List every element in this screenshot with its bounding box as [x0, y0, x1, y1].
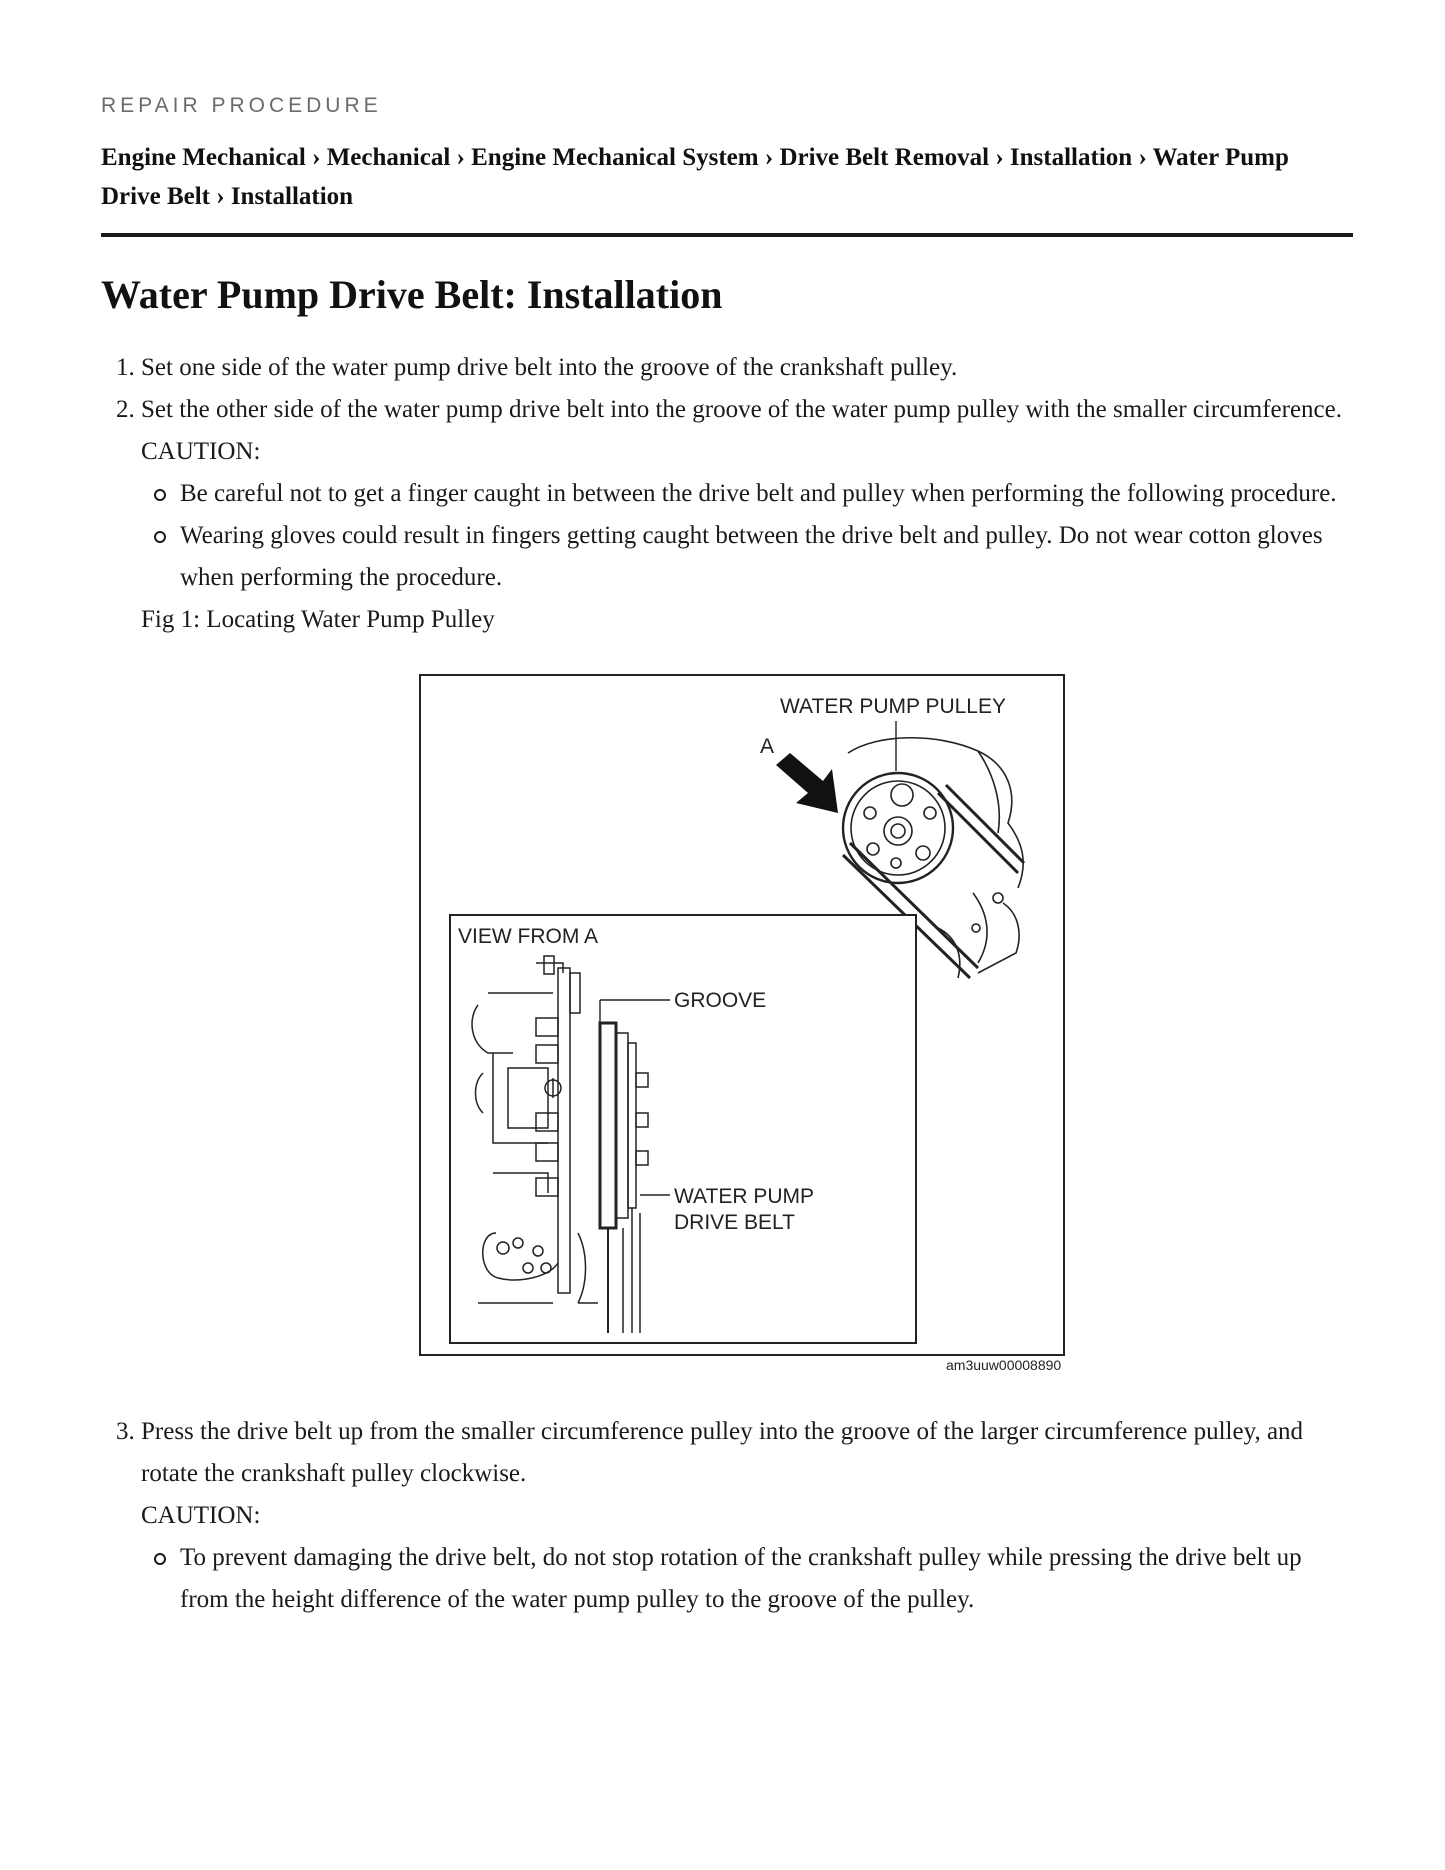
step-1 [141, 347, 1353, 389]
breadcrumb-separator: › [764, 144, 780, 171]
breadcrumb-item: Engine Mechanical [101, 144, 306, 171]
figure-image-id: am3uuw00008890 [946, 1357, 1062, 1373]
step-3 [141, 1411, 1353, 1621]
step-text: Set the other side of the water pump drive belt into the groove of the water pump pulley with the smaller circumference. [141, 396, 1343, 423]
page-title: Water Pump Drive Belt: Installation [101, 272, 723, 317]
label-belt-line1: WATER PUMP [674, 1185, 814, 1208]
breadcrumb-item: Mechanical [326, 144, 451, 171]
caution-list [141, 1537, 1353, 1621]
figure-caption: Fig 1: Locating Water Pump Pulley [141, 606, 495, 633]
caution-label: CAUTION: [141, 1502, 261, 1529]
label-water-pump-pulley: WATER PUMP PULLEY [780, 695, 1006, 718]
step-text: Set one side of the water pump drive belt into the groove of the crankshaft pulley. [141, 354, 958, 381]
step-2 [141, 389, 1353, 1373]
breadcrumb-separator: › [1138, 144, 1153, 171]
label-view-from-a: VIEW FROM A [458, 925, 599, 948]
breadcrumb-separator: › [312, 144, 327, 171]
breadcrumb-item: Drive Belt Removal [779, 144, 990, 171]
section-kicker: REPAIR PROCEDURE [101, 94, 382, 117]
caution-list [141, 473, 1353, 599]
breadcrumb-item: Water Pump Drive Belt [101, 144, 1289, 210]
technical-illustration [418, 673, 1068, 1373]
breadcrumb-separator: › [456, 144, 472, 171]
breadcrumb-item: Installation [1009, 144, 1133, 171]
breadcrumb-separator: › [216, 183, 231, 210]
caution-item: Wearing gloves could result in fingers getting caught between the drive belt and pulley. Do not wear cotton gloves when performing the procedure. [180, 515, 1353, 599]
label-belt-line2: DRIVE BELT [674, 1211, 795, 1234]
breadcrumb-item: Installation [230, 183, 354, 210]
inset-frame [450, 915, 916, 1343]
caution-item: Be careful not to get a finger caught in between the drive belt and pulley when performing the following procedure. [180, 473, 1353, 515]
label-a: A [760, 735, 775, 758]
figure-water-pump-pulley [141, 673, 1353, 1373]
page [101, 92, 1353, 1621]
caution-label: CAUTION: [141, 438, 261, 465]
breadcrumb [101, 138, 1353, 237]
procedure-steps [101, 347, 1353, 1621]
breadcrumb-item: Engine Mechanical System [471, 144, 759, 171]
breadcrumb-separator: › [995, 144, 1010, 171]
caution-item: To prevent damaging the drive belt, do not stop rotation of the crankshaft pulley while pressing the drive belt up from the height difference of the water pump pulley to the groove of the pulley. [180, 1537, 1353, 1621]
step-text: Press the drive belt up from the smaller circumference pulley into the groove of the larger circumference pulley, and rotate the crankshaft pulley clockwise. [141, 1418, 1304, 1487]
label-groove: GROOVE [674, 989, 767, 1012]
